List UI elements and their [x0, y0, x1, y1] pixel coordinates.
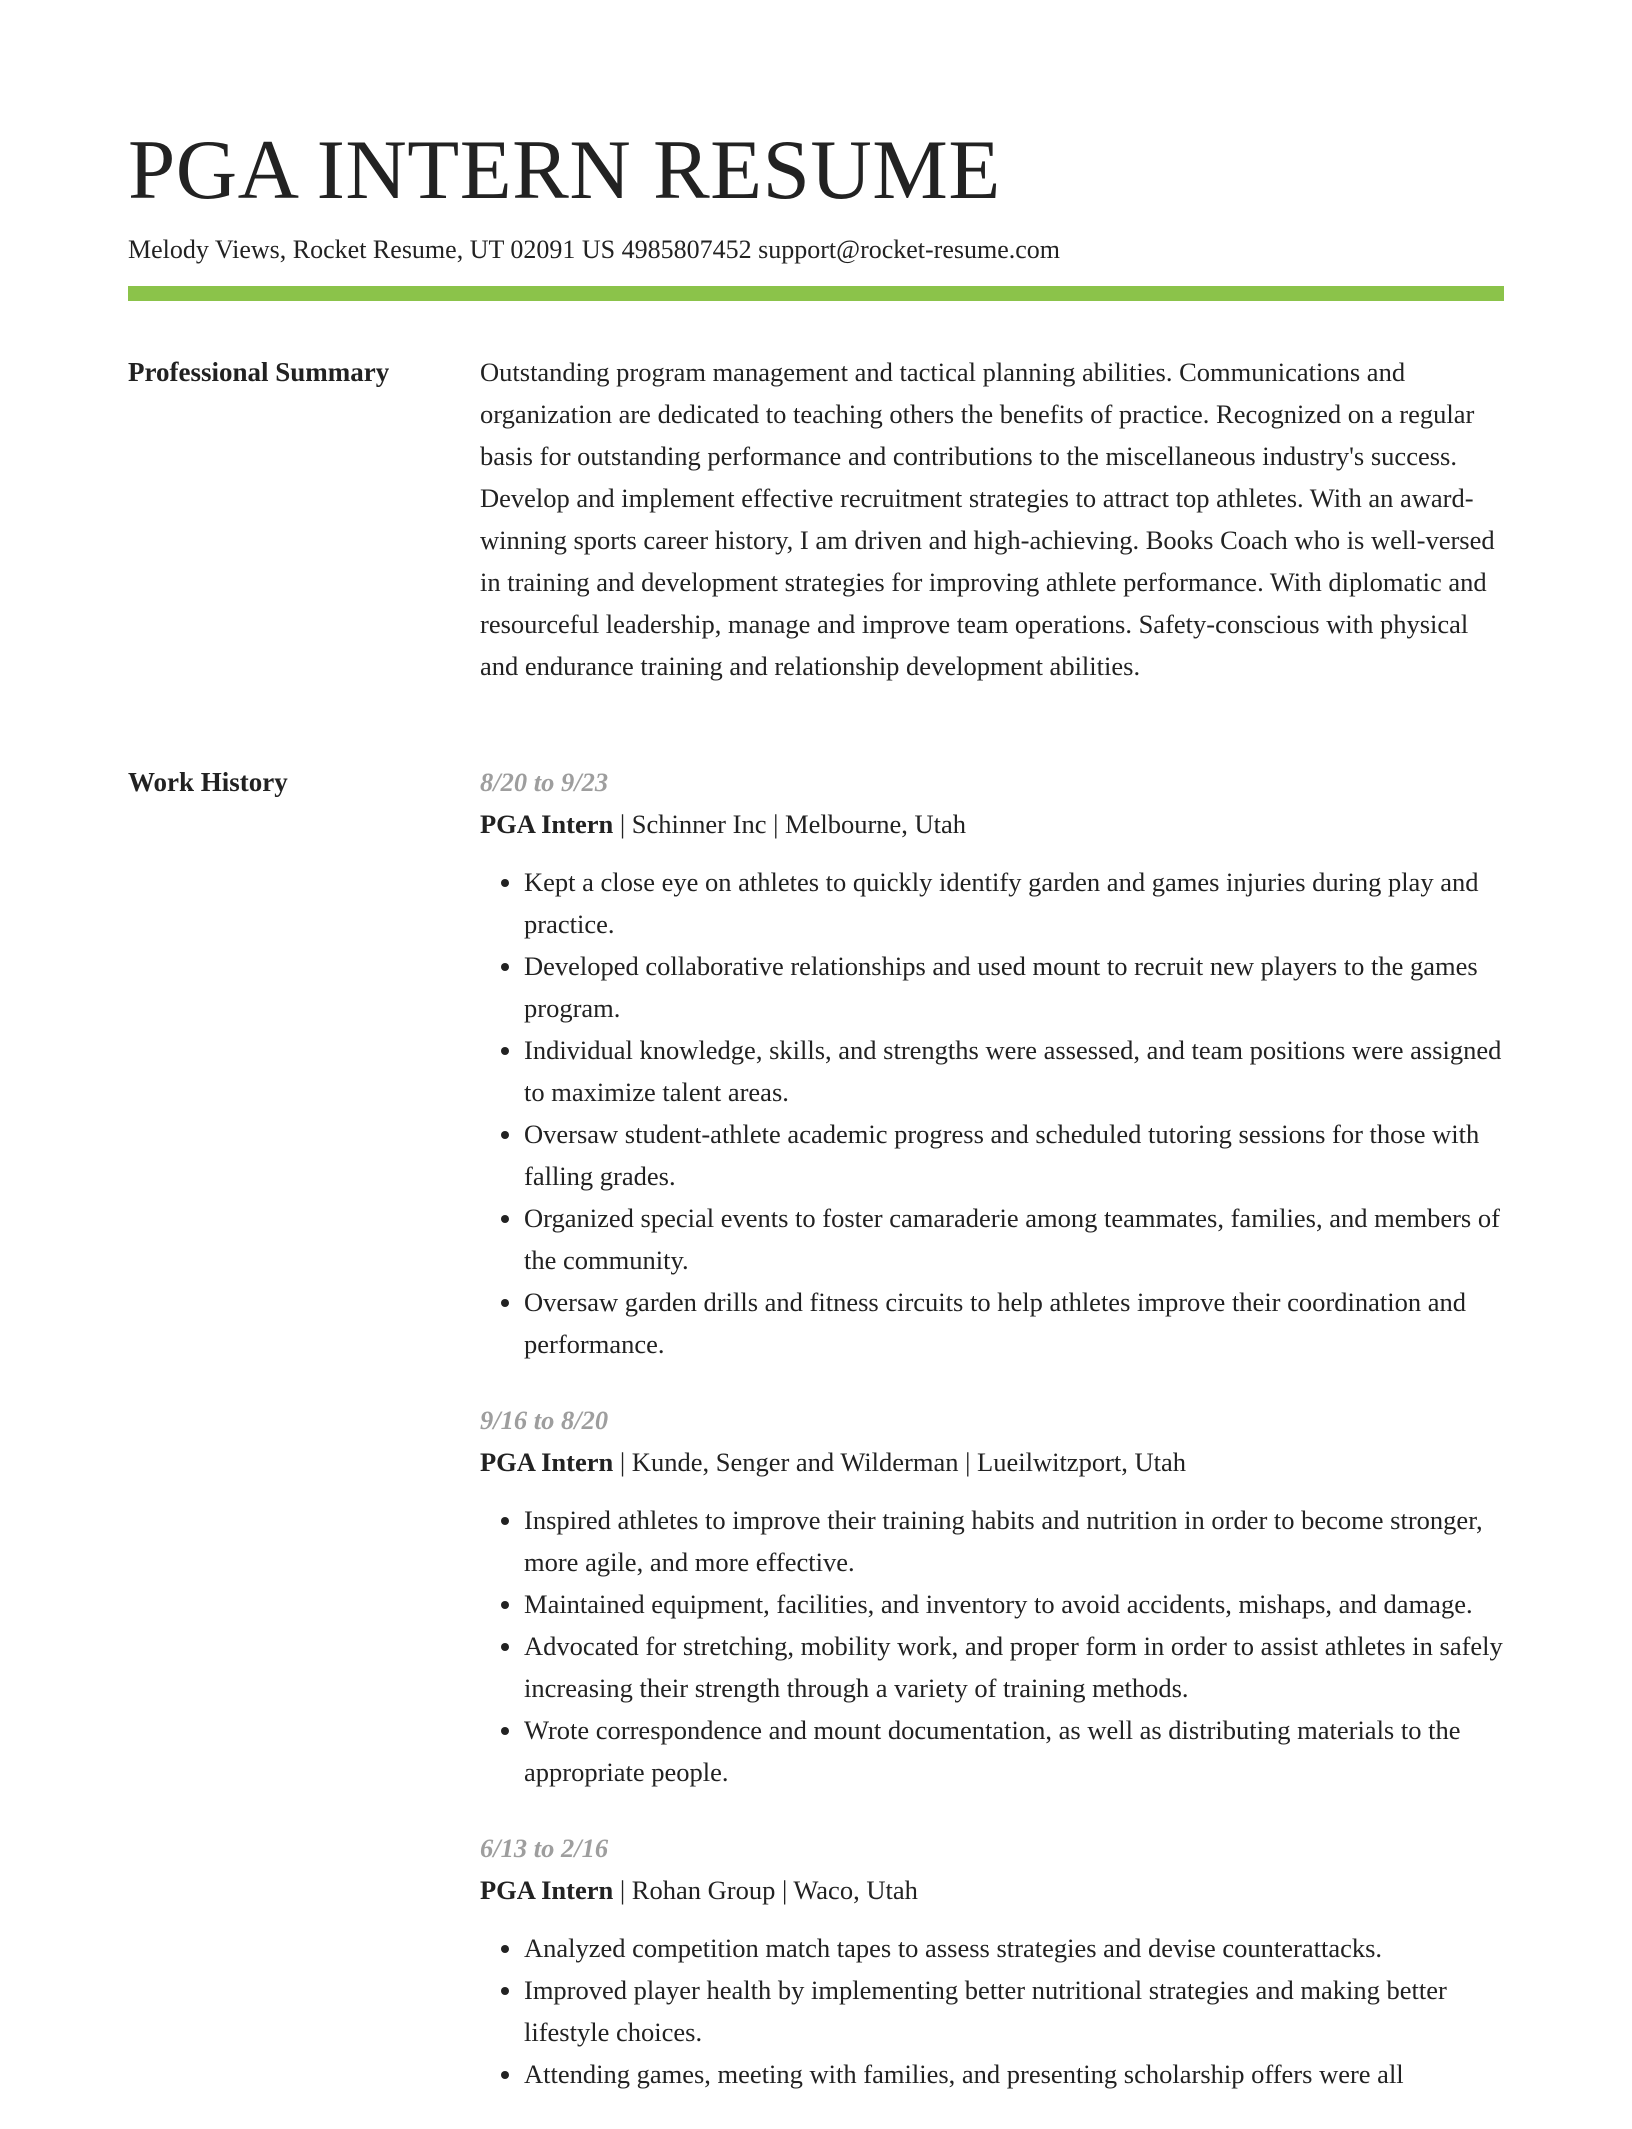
- job-details: | Schinner Inc | Melbourne, Utah: [613, 809, 967, 839]
- job-details: | Rohan Group | Waco, Utah: [613, 1875, 918, 1905]
- job-bullet: • Kept a close eye on athletes to quickly identify garden and games injuries during play and practice.: [524, 861, 1504, 945]
- job-entry: [480, 761, 1504, 1365]
- job-bullet-list: [480, 1927, 1504, 2095]
- accent-divider: [128, 286, 1504, 301]
- job-dates: 9/16 to 8/20: [480, 1405, 609, 1435]
- job-entry: [480, 1827, 1504, 2095]
- job-bullet: • Wrote correspondence and mount documentation, as well as distributing materials to the appropriate people.: [524, 1709, 1504, 1793]
- work-history-body: [480, 761, 1504, 2129]
- job-bullet-list: [480, 1499, 1504, 1793]
- work-history-label: Work History: [128, 767, 288, 797]
- job-bullet: • Improved player health by implementing better nutritional strategies and making better lifestyle choices.: [524, 1969, 1504, 2053]
- job-bullet-list: [480, 861, 1504, 1365]
- resume-title: PGA INTERN RESUME: [128, 123, 1001, 217]
- job-dates: 8/20 to 9/23: [480, 767, 609, 797]
- job-bullet: • Attending games, meeting with families, and presenting scholarship offers were all: [524, 2053, 1504, 2095]
- job-bullet: • Inspired athletes to improve their training habits and nutrition in order to become stronger, more agile, and more effective.: [524, 1499, 1504, 1583]
- job-title: PGA Intern: [480, 1447, 614, 1477]
- contact-info: Melody Views, Rocket Resume, UT 02091 US 4985807452 support@rocket-resume.com: [128, 235, 1061, 264]
- job-bullet: • Developed collaborative relationships and used mount to recruit new players to the games program.: [524, 945, 1504, 1029]
- job-bullet: • Oversaw garden drills and fitness circuits to help athletes improve their coordination and performance.: [524, 1281, 1504, 1365]
- summary-label: Professional Summary: [128, 357, 390, 387]
- summary-body: [480, 351, 1504, 687]
- job-bullet: • Analyzed competition match tapes to assess strategies and devise counterattacks.: [524, 1927, 1504, 1969]
- job-title-line: [480, 1869, 1504, 1911]
- job-bullet: • Organized special events to foster camaraderie among teammates, families, and members of the community.: [524, 1197, 1504, 1281]
- job-bullet: • Oversaw student-athlete academic progress and scheduled tutoring sessions for those with falling grades.: [524, 1113, 1504, 1197]
- job-title-line: [480, 1441, 1504, 1483]
- job-entry: [480, 1399, 1504, 1793]
- summary-text: Outstanding program management and tactical planning abilities. Communications and organization are dedicated to teaching others the benefits of practice. Recognized on a regular basis for outstanding performance and contributions to the miscellaneous industry's success. Develop and implement effective recruitment strategies to attract top athletes. With an award-winning sports career history, I am driven and high-achieving. Books Coach who is well-versed in training and development strategies for improving athlete performance. With diplomatic and resourceful leadership, manage and improve team operations. Safety-conscious with physical and endurance training and relationship development abilities.: [480, 357, 1495, 681]
- job-bullet: • Maintained equipment, facilities, and inventory to avoid accidents, mishaps, and damage.: [524, 1583, 1504, 1625]
- job-bullet: • Advocated for stretching, mobility work, and proper form in order to assist athletes in safely increasing their strength through a variety of training methods.: [524, 1625, 1504, 1709]
- job-bullet: • Individual knowledge, skills, and strengths were assessed, and team positions were assigned to maximize talent areas.: [524, 1029, 1504, 1113]
- job-title: PGA Intern: [480, 809, 614, 839]
- job-details: | Kunde, Senger and Wilderman | Lueilwitzport, Utah: [613, 1447, 1187, 1477]
- job-title-line: [480, 803, 1504, 845]
- job-dates: 6/13 to 2/16: [480, 1833, 609, 1863]
- job-title: PGA Intern: [480, 1875, 614, 1905]
